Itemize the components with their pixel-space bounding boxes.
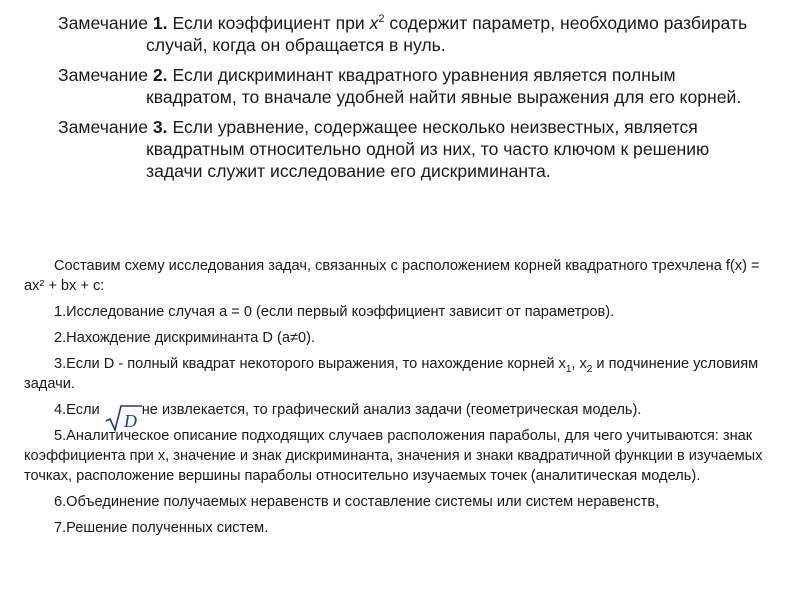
subscript-1: 1 <box>565 363 572 375</box>
remark-text-cont: содержит параметр, необходимо разбирать случай, когда он обращается в нуль. <box>146 13 748 55</box>
scheme-intro: Составим схему исследования задач, связанных с расположением корней квадратного трехчлена f(x) = ax² + bx + c: <box>24 258 760 294</box>
scheme-step-3 <box>24 354 780 394</box>
remark-variable: x <box>369 13 379 33</box>
remark-number: 3. <box>152 117 168 137</box>
step-3-text-end: и подчинение условиям задачи. <box>24 356 759 392</box>
scheme-section <box>24 256 780 544</box>
remarks-section <box>58 12 770 190</box>
remark-text: Если уравнение, содержащее несколько неизвестных, является квадратным относительно одной из них, то часто ключом к решению задачи служит исследование его дискриминанта. <box>146 117 710 181</box>
step-4-text: 4.Если <box>54 402 100 418</box>
scheme-step-6: 6.Объединение получаемых неравенств и составление системы или систем неравенств, <box>54 494 660 510</box>
remark-number: 1. <box>152 13 168 33</box>
remark-label: Замечание <box>58 117 153 137</box>
step-3-text: 3.Если D - полный квадрат некоторого выражения, то нахождение корней x <box>54 356 566 372</box>
step-4-text-end: не извлекается, то графический анализ задачи (геометрическая модель). <box>141 402 642 418</box>
scheme-step-7: 7.Решение полученных систем. <box>54 520 269 536</box>
remark-2 <box>58 64 770 108</box>
remark-superscript: 2 <box>378 13 385 26</box>
step-3-text-mid: , x <box>571 356 587 372</box>
remark-1 <box>58 12 770 56</box>
remark-number: 2. <box>152 65 168 85</box>
remark-3 <box>58 116 770 182</box>
sqrt-d-icon <box>104 403 144 433</box>
scheme-step-2: 2.Нахождение дискриминанта D (a≠0). <box>54 330 316 346</box>
subscript-2: 2 <box>586 363 593 375</box>
remark-text: Если дискриминант квадратного уравнения является полным квадратом, то вначале удобней найти явные выражения для его корней. <box>146 65 742 107</box>
scheme-step-5: 5.Аналитическое описание подходящих случаев расположения параболы, для чего учитываются: знак коэффициента при x, значение и знак дискриминанта, значения и знаки квадратичной функции в изучаемых точках, расположение вершины параболы относительно изучаемых точек (аналитическая модель). <box>24 428 763 484</box>
remark-label: Замечание <box>58 65 153 85</box>
svg-text:D: D <box>124 411 137 431</box>
scheme-step-1: 1.Исследование случая a = 0 (если первый коэффициент зависит от параметров). <box>54 304 615 320</box>
remark-text: Если коэффициент при <box>167 13 370 33</box>
remark-label: Замечание <box>58 13 153 33</box>
